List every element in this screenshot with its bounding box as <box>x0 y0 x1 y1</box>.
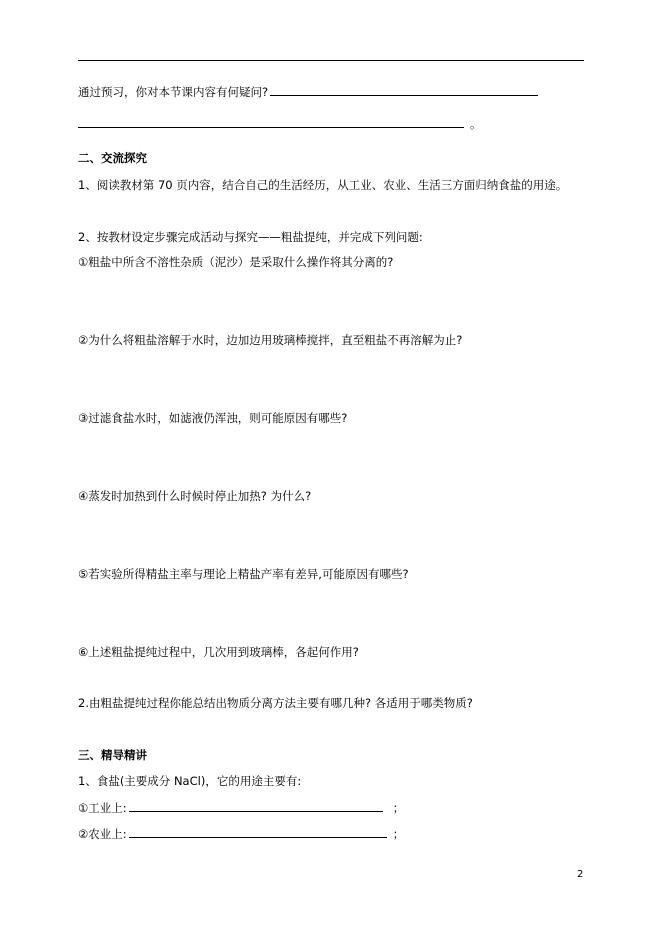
agriculture-answer-blank[interactable] <box>129 825 387 838</box>
preview-question-line <box>78 83 538 100</box>
sub-question-4: ④蒸发时加热到什么时候时停止加热? 为什么? <box>78 489 312 503</box>
preview-end-mark: 。 <box>470 117 482 131</box>
industry-answer-blank[interactable] <box>129 799 383 812</box>
preview-question: 通过预习，你对本节课内容有何疑问? <box>78 85 269 99</box>
preview-answer-line <box>78 115 482 132</box>
header-rule <box>78 60 584 61</box>
sub-question-5: ⑤若实验所得精盐主率与理论上精盐产率有差异,可能原因有哪些? <box>78 567 409 581</box>
industry-use-line <box>78 799 404 816</box>
section3-q1: 1、食盐(主要成分 NaCl)，它的用途主要有: <box>78 774 302 788</box>
section2-q3: 2.由粗盐提纯过程你能总结出物质分离方法主要有哪几种? 各适用于哪类物质? <box>78 696 473 710</box>
page-number: 2 <box>577 869 584 880</box>
agriculture-label: ②农业上: <box>78 827 127 841</box>
industry-label: ①工业上: <box>78 801 127 815</box>
section3-heading: 三、精导精讲 <box>78 748 147 762</box>
agriculture-use-line <box>78 825 404 842</box>
industry-semicolon: ； <box>392 801 405 815</box>
section2-heading: 二、交流探究 <box>78 151 147 165</box>
sub-question-2: ②为什么将粗盐溶解于水时，边加边用玻璃棒搅拌，直至粗盐不再溶解为止? <box>78 333 463 347</box>
section2-q1: 1、阅读教材第 70 页内容，结合自己的生活经历，从工业、农业、生活三方面归纳食盐的用途。 <box>78 178 568 192</box>
preview-answer-blank-1[interactable] <box>270 83 538 96</box>
sub-question-6: ⑥上述粗盐提纯过程中，几次用到玻璃棒，各起何作用? <box>78 645 359 659</box>
agriculture-semicolon: ； <box>392 827 405 841</box>
section2-q2: 2、按教材设定步骤完成活动与探究——粗盐提纯，并完成下列问题: <box>78 230 423 244</box>
sub-question-1: ①粗盐中所含不溶性杂质（泥沙）是采取什么操作将其分离的? <box>78 255 394 269</box>
preview-answer-blank-2[interactable] <box>78 115 464 128</box>
sub-question-3: ③过滤食盐水时，如滤液仍浑浊，则可能原因有哪些? <box>78 411 348 425</box>
